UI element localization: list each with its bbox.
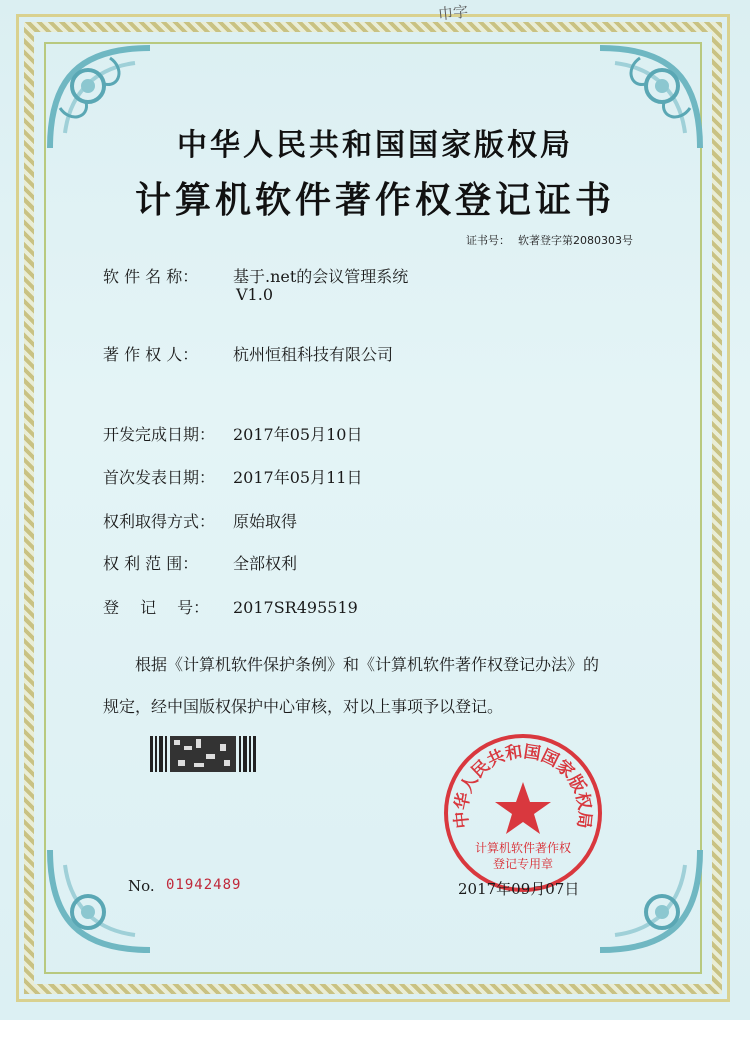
- barcode: [150, 736, 256, 772]
- serial-number: 01942489: [166, 877, 242, 893]
- software-version: V1.0: [236, 285, 273, 304]
- statement-line-1: 根据《计算机软件保护条例》和《计算机软件著作权登记办法》的: [103, 655, 600, 674]
- issue-date: 2017年09月07日: [458, 880, 580, 898]
- field-copyright-owner: [103, 342, 393, 365]
- seal-inner-line-2: 登记专用章: [492, 857, 554, 871]
- official-seal: [442, 732, 604, 894]
- serial-label: No.: [128, 877, 155, 895]
- certificate-number-value: 软著登字第2080303号: [518, 234, 633, 247]
- field-label: 开发完成日期：: [103, 425, 216, 444]
- field-value: 2017年05月11日: [233, 468, 363, 487]
- field-registration-number: [103, 595, 358, 618]
- issuer-title: 中华人民共和国国家版权局: [177, 128, 573, 163]
- field-value: 基于.net的会议管理系统: [233, 267, 409, 286]
- field-value: 全部权利: [233, 554, 298, 573]
- field-label: 著 作 权 人：: [103, 345, 199, 364]
- field-software-name: [103, 264, 408, 287]
- handwritten-note: 巾字: [437, 2, 469, 24]
- certificate-number: [466, 232, 641, 248]
- field-label: 权 利 范 围：: [103, 554, 199, 573]
- certificate-title: 计算机软件著作权登记证书: [134, 179, 615, 221]
- field-label: 权利取得方式：: [103, 512, 216, 531]
- field-value: 2017年05月10日: [233, 425, 363, 444]
- statement-line-2: 规定，经中国版权保护中心审核，对以上事项予以登记。: [103, 697, 504, 716]
- field-label: 首次发表日期：: [103, 468, 216, 487]
- field-value: 2017SR495519: [233, 598, 358, 617]
- seal-outer-text: 中华人民共和国国家版权局: [451, 741, 595, 830]
- corner-scroll-ornament: [590, 840, 710, 960]
- field-label: 登 记 号：: [103, 598, 210, 617]
- field-value: 原始取得: [233, 512, 298, 531]
- field-acquisition-method: [103, 509, 297, 532]
- corner-scroll-ornament: [40, 840, 160, 960]
- seal-inner-line-1: 计算机软件著作权: [474, 841, 572, 855]
- field-rights-scope: [103, 551, 297, 574]
- field-label: 软 件 名 称：: [103, 267, 199, 286]
- seal-star-icon: [495, 782, 551, 834]
- certificate-number-label: 证书号：: [466, 234, 510, 247]
- field-publication-date: [103, 465, 362, 488]
- field-completion-date: [103, 422, 362, 445]
- field-value: 杭州恒租科技有限公司: [233, 345, 394, 364]
